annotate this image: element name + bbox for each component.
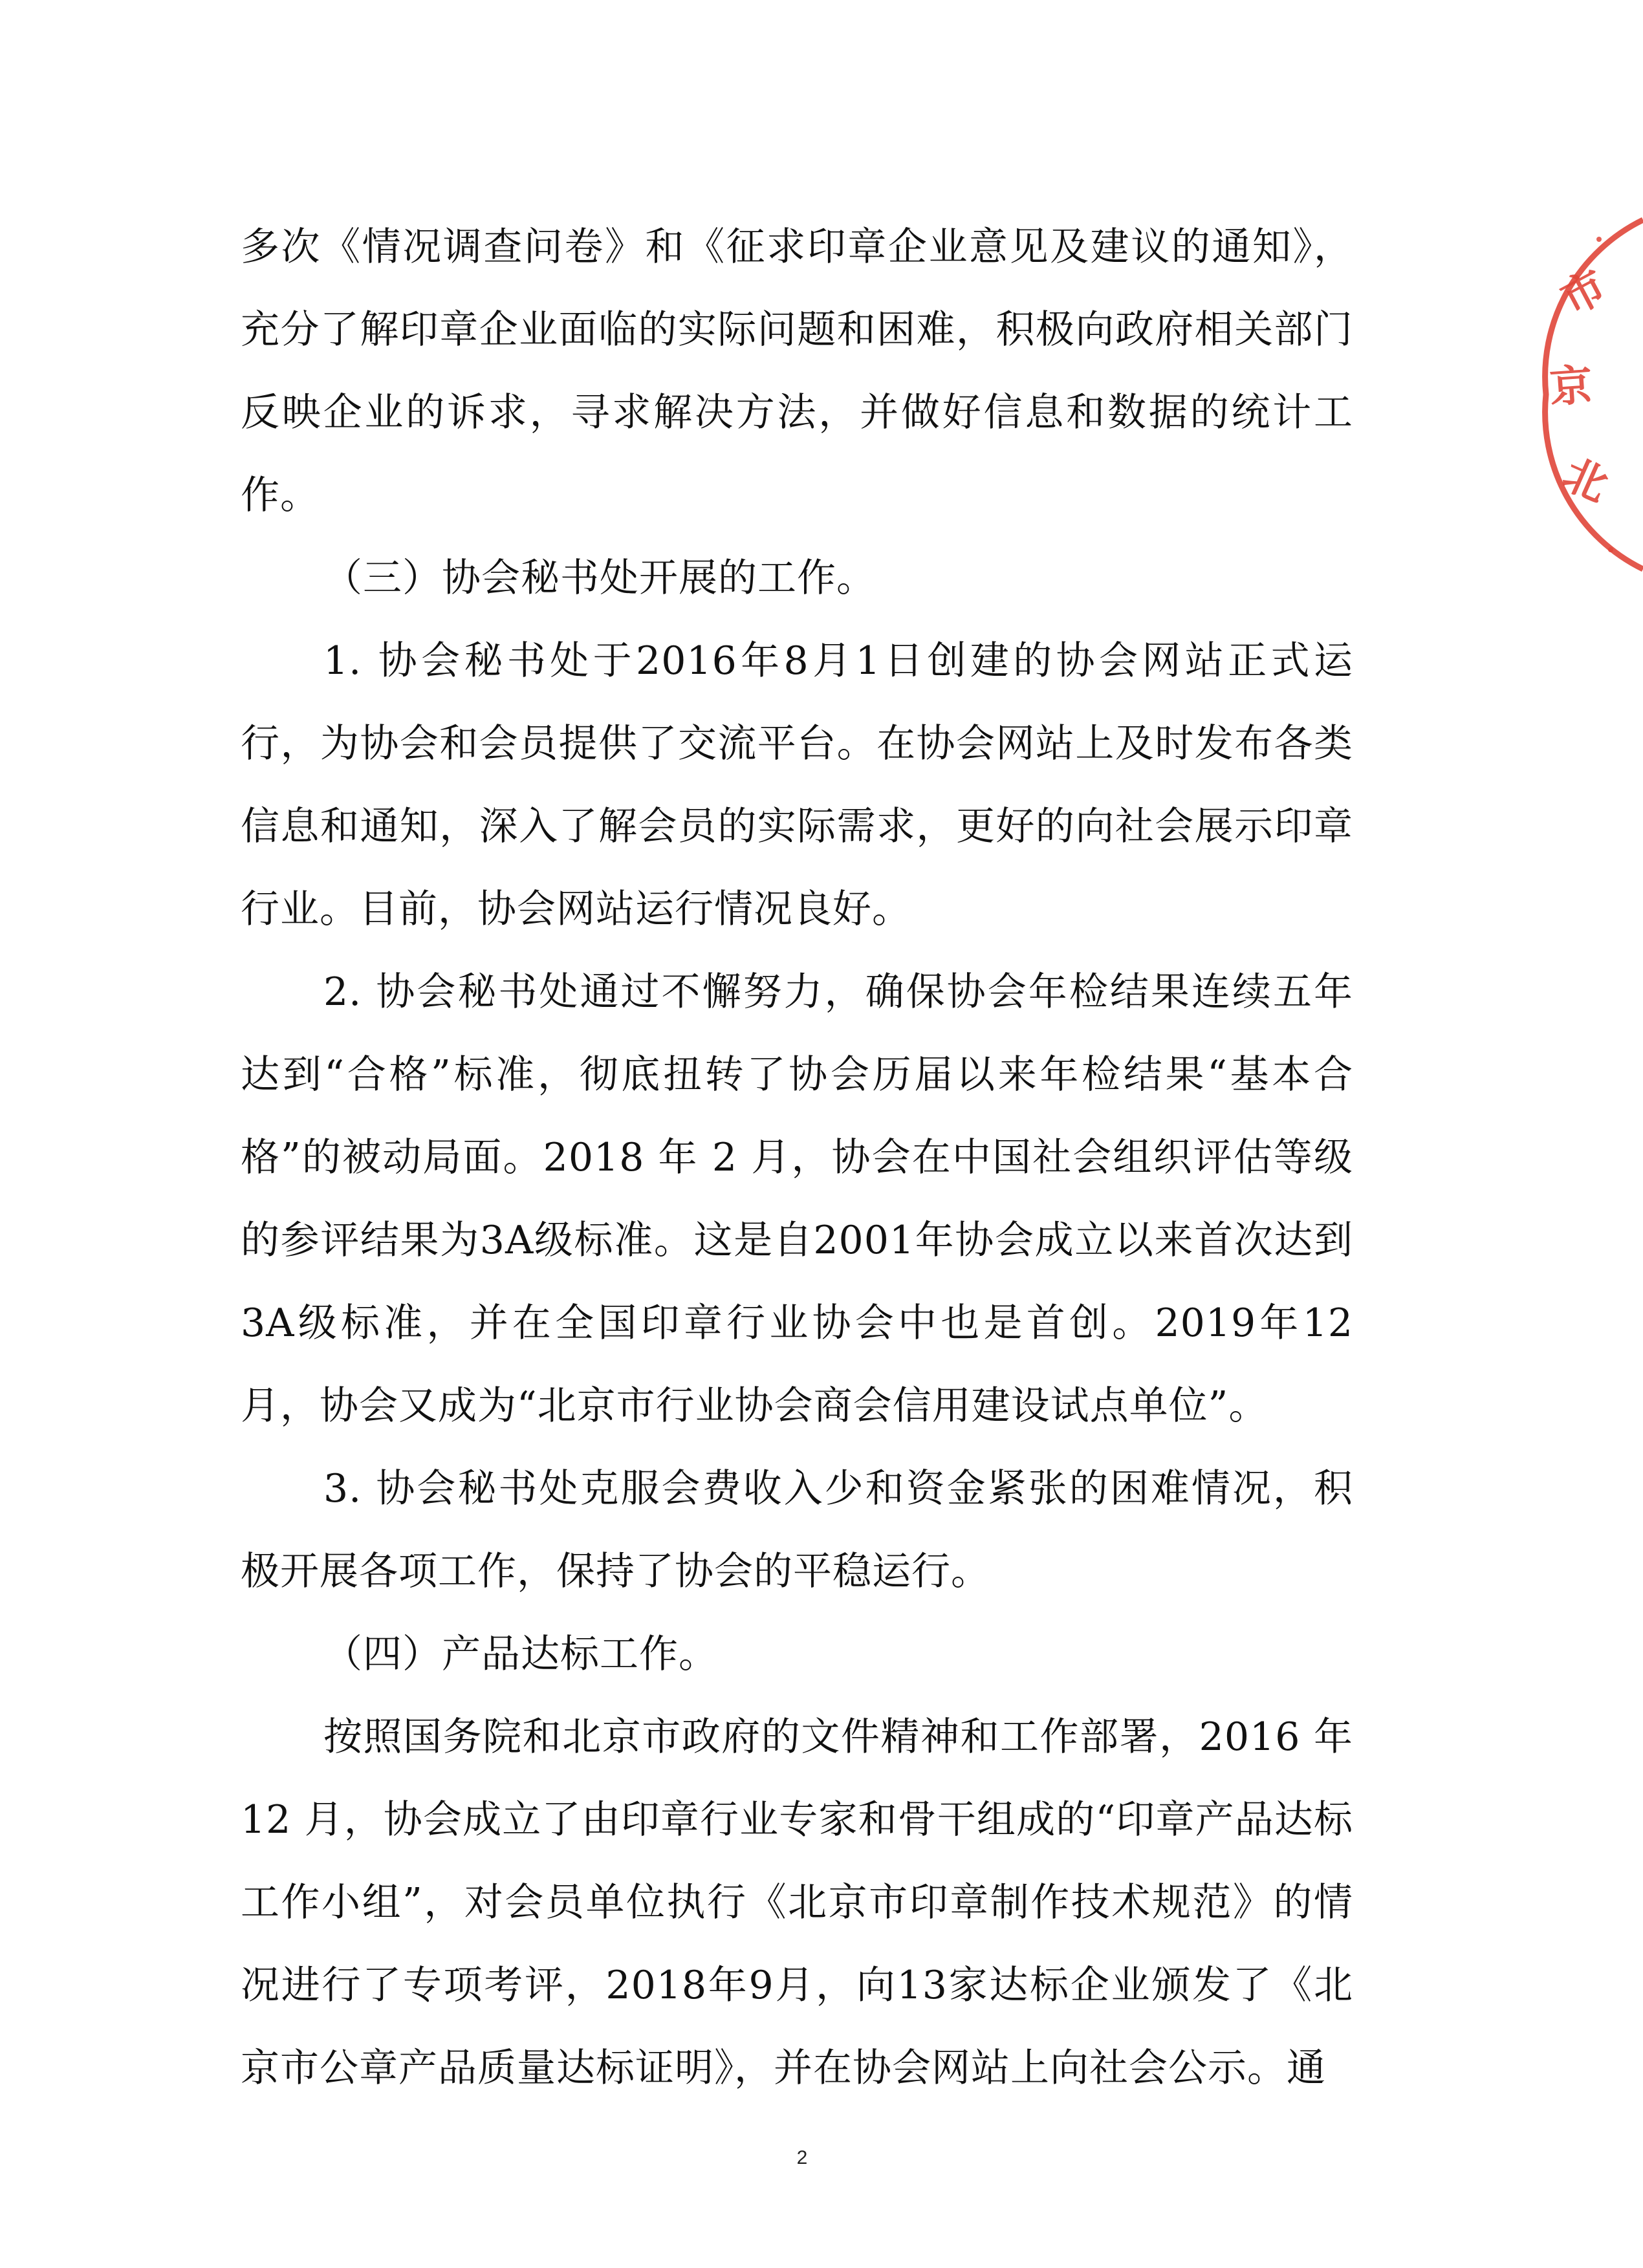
svg-text:市: 市 [1552,260,1615,325]
section-heading-3: （三）协会秘书处开展的工作。 [323,556,876,601]
paragraph-item-2: 2. 协会秘书处通过不懈努力，确保协会年检结果连续五年达到“合格”标准，彻底扭转了协会历届以来年检结果“基本合格”的被动局面。2018 年 2 月，协会在中国社会组织评估等级的参评结果为3A级标准。这是自2001年协会成立以来首次达到3A级标准，并在全国印章行业协会中也是首创。2019年12月，协会又成为“北京市行业协会商会信用建设试点单位”。 [241,969,1353,1429]
section-heading-4: （四）产品达标工作。 [323,1632,718,1677]
svg-text:京: 京 [1548,359,1594,413]
paragraph-1: 多次《情况调查问卷》和《征求印章企业意见及建议的通知》，充分了解印章企业面临的实际问题和困难，积极向政府相关部门反映企业的诉求，寻求解决方法，并做好信息和数据的统计工作。 [241,224,1353,518]
paragraph-4-body: 按照国务院和北京市政府的文件精神和工作部署，2016 年12 月，协会成立了由印章行业专家和骨干组成的“印章产品达标工作小组”，对会员单位执行《北京市印章制作技术规范》的情况进行了专项考评，2018年9月，向13家达标企业颁发了《北京市公章产品质量达标证明》，并在协会网站上向社会公示。通 [241,1714,1353,2091]
svg-text:北: 北 [1556,448,1616,512]
page-number: 2 [796,2147,808,2168]
document-body [241,206,1353,2110]
official-seal-stamp [1507,213,1643,576]
paragraph-item-1: 1. 协会秘书处于2016年8月1日创建的协会网站正式运行，为协会和会员提供了交流平台。在协会网站上及时发布各类信息和通知，深入了解会员的实际需求，更好的向社会展示印章行业。目前，协会网站运行情况良好。 [241,638,1353,932]
paragraph-item-3: 3. 协会秘书处克服会费收入少和资金紧张的困难情况，积极开展各项工作，保持了协会的平稳运行。 [241,1466,1353,1594]
